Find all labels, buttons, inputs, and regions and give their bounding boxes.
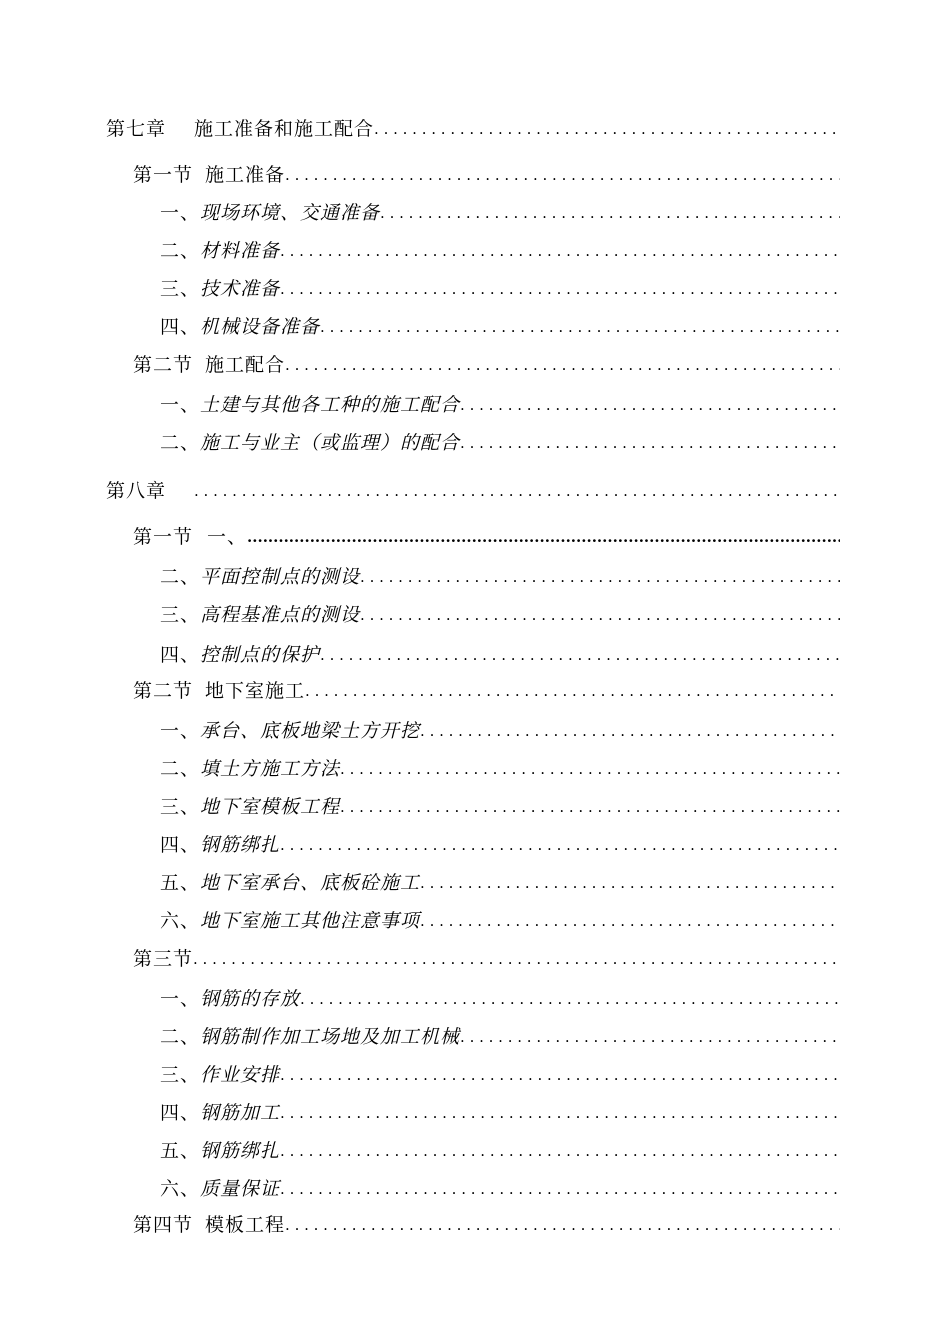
toc-title: 承台、底板地梁土方开挖 — [200, 720, 421, 742]
dot-leader — [193, 948, 840, 970]
toc-label: 五、 — [160, 872, 201, 894]
toc-item[interactable] — [160, 1056, 840, 1086]
toc-label: 二、 — [160, 432, 201, 454]
toc-item[interactable] — [160, 980, 840, 1010]
toc-label: 第三节 — [133, 948, 194, 970]
toc-label: 三、 — [160, 278, 201, 300]
toc-item[interactable] — [160, 1132, 840, 1162]
toc-title: 钢筋加工 — [200, 1102, 281, 1124]
toc-section[interactable] — [133, 940, 840, 970]
dot-leader — [374, 118, 840, 140]
toc-title: 平面控制点的测设 — [200, 566, 361, 588]
toc-section[interactable] — [133, 518, 840, 548]
dot-leader — [380, 202, 840, 224]
toc-item[interactable] — [160, 636, 840, 666]
toc-label: 一、 — [160, 720, 201, 742]
toc-title: 作业安排 — [200, 1064, 281, 1086]
toc-title: 施工与业主（或监理）的配合 — [200, 432, 461, 454]
toc-label: 六、 — [160, 910, 201, 932]
toc-title: 施工准备 — [205, 164, 286, 186]
dot-leader — [280, 1178, 840, 1200]
dot-leader — [285, 1214, 840, 1236]
dot-leader — [460, 1026, 840, 1048]
toc-title: 现场环境、交通准备 — [200, 202, 381, 224]
dot-leader — [320, 644, 840, 666]
toc-item[interactable] — [160, 232, 840, 262]
toc-label: 二、 — [160, 566, 201, 588]
toc-title: 施工准备和施工配合 — [194, 118, 375, 140]
toc-label: 四、 — [160, 316, 201, 338]
toc-label: 六、 — [160, 1178, 201, 1200]
dot-leader — [280, 278, 840, 300]
toc-section[interactable] — [133, 1206, 840, 1236]
toc-label: 一、 — [160, 202, 201, 224]
toc-label: 第二节 — [133, 354, 194, 376]
dot-leader — [420, 720, 840, 742]
toc-label: 四、 — [160, 644, 201, 666]
toc-item[interactable] — [160, 386, 840, 416]
toc-title: 地下室模板工程 — [200, 796, 341, 818]
toc-title: 钢筋的存放 — [200, 988, 301, 1010]
dot-leader — [300, 988, 840, 1010]
toc-item[interactable] — [160, 596, 840, 626]
toc-label: 四、 — [160, 1102, 201, 1124]
toc-section[interactable] — [133, 156, 840, 186]
toc-title: 钢筋绑扎 — [200, 834, 281, 856]
toc-label: 第七章 — [106, 118, 167, 140]
toc-item[interactable] — [160, 308, 840, 338]
toc-item[interactable] — [160, 826, 840, 856]
dot-leader — [194, 480, 840, 502]
dot-leader — [247, 526, 840, 548]
dot-leader — [360, 566, 840, 588]
toc-title: 施工配合 — [205, 354, 286, 376]
toc-label: 五、 — [160, 1140, 201, 1162]
toc-title: 模板工程 — [205, 1214, 286, 1236]
toc-item[interactable] — [160, 270, 840, 300]
dot-leader — [340, 758, 840, 780]
toc-label: 第一节 — [133, 526, 194, 548]
toc-item[interactable] — [160, 194, 840, 224]
toc-title: 材料准备 — [200, 240, 281, 262]
toc-chapter-7[interactable] — [106, 110, 840, 140]
toc-title: 技术准备 — [200, 278, 281, 300]
dot-leader — [360, 604, 840, 626]
dot-leader — [305, 680, 840, 702]
toc-title: 机械设备准备 — [200, 316, 321, 338]
toc-label: 四、 — [160, 834, 201, 856]
dot-leader — [340, 796, 840, 818]
toc-item[interactable] — [160, 750, 840, 780]
toc-title: 地下室施工 — [205, 680, 306, 702]
toc-title: 质量保证 — [200, 1178, 281, 1200]
dot-leader — [285, 164, 840, 186]
toc-label: 三、 — [160, 604, 201, 626]
toc-item[interactable] — [160, 1170, 840, 1200]
dot-leader — [285, 354, 840, 376]
toc-label: 二、 — [160, 758, 201, 780]
toc-label: 二、 — [160, 240, 201, 262]
toc-label: 第二节 — [133, 680, 194, 702]
dot-leader — [320, 316, 840, 338]
toc-label: 二、 — [160, 1026, 201, 1048]
toc-title: 地下室承台、底板砼施工 — [200, 872, 421, 894]
toc-item[interactable] — [160, 558, 840, 588]
toc-section[interactable] — [133, 346, 840, 376]
dot-leader — [460, 432, 840, 454]
toc-title: 地下室施工其他注意事项 — [200, 910, 421, 932]
dot-leader — [460, 394, 840, 416]
toc-title: 控制点的保护 — [200, 644, 321, 666]
toc-item[interactable] — [160, 1018, 840, 1048]
dot-leader — [280, 1064, 840, 1086]
toc-item[interactable] — [160, 712, 840, 742]
toc-item[interactable] — [160, 1094, 840, 1124]
toc-title: 钢筋制作加工场地及加工机械 — [200, 1026, 461, 1048]
toc-item[interactable] — [160, 788, 840, 818]
toc-title: 填土方施工方法 — [200, 758, 341, 780]
dot-leader — [280, 834, 840, 856]
toc-title: 高程基准点的测设 — [200, 604, 361, 626]
toc-title: 钢筋绑扎 — [200, 1140, 281, 1162]
dot-leader — [280, 1140, 840, 1162]
dot-leader — [280, 240, 840, 262]
toc-label: 第四节 — [133, 1214, 194, 1236]
toc-item[interactable] — [160, 864, 840, 894]
toc-label: 一、 — [160, 988, 201, 1010]
toc-label: 三、 — [160, 1064, 201, 1086]
toc-label: 第八章 — [106, 480, 167, 502]
toc-item[interactable] — [160, 902, 840, 932]
dot-leader — [420, 910, 840, 932]
toc-item[interactable] — [160, 424, 840, 454]
toc-label: 一、 — [160, 394, 201, 416]
toc-label: 第一节 — [133, 164, 194, 186]
toc-title: 一、 — [207, 526, 248, 548]
toc-label: 三、 — [160, 796, 201, 818]
toc-chapter-8[interactable] — [106, 472, 840, 502]
toc-title: 土建与其他各工种的施工配合 — [200, 394, 461, 416]
dot-leader — [280, 1102, 840, 1124]
dot-leader — [420, 872, 840, 894]
toc-section[interactable] — [133, 672, 840, 702]
